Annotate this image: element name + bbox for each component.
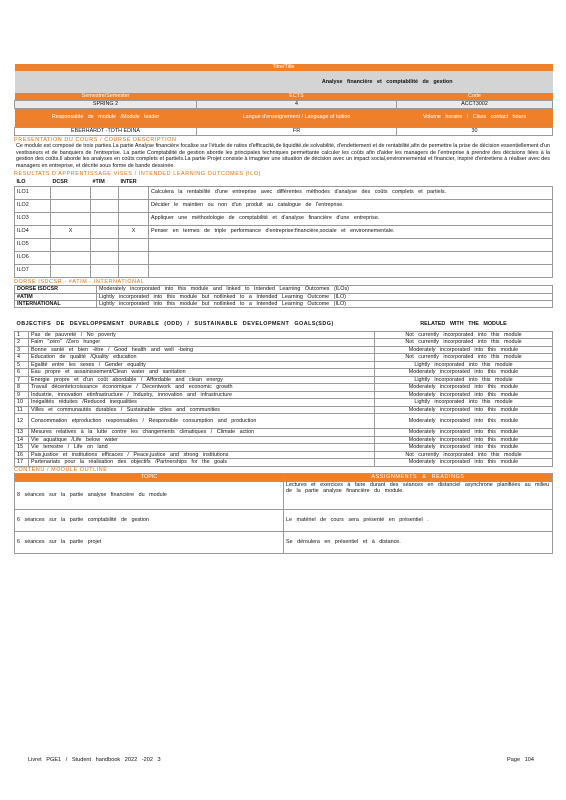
hours-label: Volume horaire / Class contact hours — [397, 108, 553, 127]
sdg-num: 8 — [15, 384, 29, 392]
sdg-text: Vie terrestre / Life on land — [29, 444, 375, 452]
sdg-text: Faim "zéro" /Zero hunger — [29, 339, 375, 347]
module-header-table — [14, 64, 553, 136]
outline-assignment: Le matériel de cours sera présenté en présentiel . — [284, 509, 553, 531]
sdg-status: Moderately incorporated into this module — [375, 346, 553, 354]
ilo-id: ILO3 — [15, 212, 51, 225]
course-title: Analyse financière et comptabilité de gestion — [321, 78, 453, 85]
ilo-tim — [91, 264, 119, 277]
sdg-text: Egalité entre les sexes / Gender equality — [29, 361, 375, 369]
sdg-num: 10 — [15, 399, 29, 407]
ilo-text: Calculera la rentabilité d'une entreprise avec différentes méthodes d'analyse des coûts complets et partiels. — [149, 186, 553, 199]
sdg-num: 1 — [15, 331, 29, 339]
sdg-num: 7 — [15, 376, 29, 384]
sdg-num: 12 — [15, 414, 29, 429]
ilo-id: ILO7 — [15, 264, 51, 277]
ilo-inter: X — [119, 225, 149, 238]
sdg-status: Moderately incorporated into this module — [375, 429, 553, 437]
sdg-status: Not currently incorporated into this module — [375, 451, 553, 459]
sdg-text: Education de qualité /Quality education — [29, 354, 375, 362]
dorse-text: Lightly incorporated into this module but notlinked to a Intended Learning Outcome (ILO) — [97, 293, 553, 300]
sdg-text: Pas de pauvreté / No poverty — [29, 331, 375, 339]
ects-value: 4 — [197, 100, 397, 108]
outline-assignment: Lectures et exercices à faire durant des séances en distanciel asynchrone planifiées au milieu de la partie analyse financière du module. — [284, 481, 553, 509]
ilo-inter — [119, 186, 149, 199]
page-footer — [14, 757, 552, 763]
sdg-num: 2 — [15, 339, 29, 347]
sdg-status: Lightly incorporated into this module — [375, 399, 553, 407]
ilo-tim — [91, 199, 119, 212]
sdg-status: Moderately incorporated into this module — [375, 369, 553, 377]
language-label: Langue d'enseignement / Language of tuition — [197, 108, 397, 127]
ilo-inter — [119, 251, 149, 264]
semester-value: SPRING 2 — [15, 100, 197, 108]
sdg-status: Not currently incorporated into this module — [375, 354, 553, 362]
ilo-text — [149, 264, 553, 277]
ilo-table — [14, 178, 553, 278]
ilo-id: ILO5 — [15, 238, 51, 251]
ilo-dcsr — [51, 212, 91, 225]
dorse-label: #ATIM — [15, 293, 97, 300]
sdg-heading: OBJECTIFS DE DEVELOPPEMENT DURABLE (ODD) / SUSTAINABLE DEVELOPMENT GOALS(SDG) — [16, 320, 334, 327]
sdg-num: 15 — [15, 444, 29, 452]
ilo-id: ILO1 — [15, 186, 51, 199]
ilo-text — [149, 238, 553, 251]
sdg-status: Moderately incorporated into this module — [375, 406, 553, 414]
ilo-tim — [91, 238, 119, 251]
sdg-num: 9 — [15, 391, 29, 399]
title-label: Titre/Title — [15, 64, 553, 71]
outline-table — [14, 473, 553, 553]
sdg-status: Not currently incorporated into this module — [375, 331, 553, 339]
code-label: Code — [397, 93, 553, 100]
ilo-inter — [119, 199, 149, 212]
ilo-tim — [91, 251, 119, 264]
sdg-status: Moderately incorporated into this module — [375, 391, 553, 399]
footer-left: Livret PGE1 / Student handbook 2022 -202 3 — [28, 757, 161, 763]
sdg-text: Mesures relatives à la lutte contre les changements climatiques / Climate action — [29, 429, 375, 437]
sdg-num: 13 — [15, 429, 29, 437]
ilo-text: Appliquer une méthodologie de comptabilité et d'analyse financière d'une entreprise. — [149, 212, 553, 225]
assignments-label: ASSIGNMENTS & READINGS — [284, 474, 553, 481]
sdg-text: Paix,justice et institutions efficaces / Peace,justice and strong institutions — [29, 451, 375, 459]
ilo-id: ILO4 — [15, 225, 51, 238]
sdg-status: Moderately incorporated into this module — [375, 384, 553, 392]
outline-assignment: Se déroulera en présentiel et à distance. — [284, 531, 553, 553]
ilo-dcsr: X — [51, 225, 91, 238]
ilo-col-header: ILO — [16, 178, 26, 185]
ects-label: ECTS — [197, 93, 397, 100]
sdg-related-label: RELATED WITH THE MODULE — [420, 320, 507, 327]
sdg-text: Eau propre et assainissement/Clean water and sanitation — [29, 369, 375, 377]
outline-topic: 8 séances sur la partie analyse financière du module — [15, 481, 284, 509]
ilo-dcsr — [51, 199, 91, 212]
dorse-label: INTERNATIONAL — [15, 300, 97, 307]
dorse-table — [14, 285, 553, 308]
sdg-num: 3 — [15, 346, 29, 354]
inter-col-header: INTER — [120, 178, 137, 185]
ilo-dcsr — [51, 186, 91, 199]
presentation-heading: PRESENTATION DU COURS / COURSE DESCRIPTION — [14, 136, 177, 143]
sdg-num: 5 — [15, 361, 29, 369]
sdg-num: 6 — [15, 369, 29, 377]
sdg-status: Lightly incorporated into this module — [375, 376, 553, 384]
ilo-text — [149, 251, 553, 264]
sdg-status: Lightly incorporated into this module — [375, 361, 553, 369]
ilo-tim — [91, 225, 119, 238]
tim-col-header: #TIM — [92, 178, 105, 185]
leader-label: Responsable de module /Module leader — [15, 108, 197, 127]
ilo-tim — [91, 212, 119, 225]
ilo-inter — [119, 238, 149, 251]
sdg-text: Industrie, innovation etinfrastructure / Industry, innovation and infrastructure — [29, 391, 375, 399]
code-value: ACCT3002 — [397, 100, 553, 108]
ilo-id: ILO6 — [15, 251, 51, 264]
sdg-text: Energie propre et d'un coût abordable / Affordable and clean energy — [29, 376, 375, 384]
dorse-label: DORSE ISDCSR — [15, 286, 97, 293]
sdg-status: Moderately incorporated into this module — [375, 459, 553, 467]
sdg-num: 14 — [15, 436, 29, 444]
sdg-num: 17 — [15, 459, 29, 467]
ilo-inter — [119, 264, 149, 277]
sdg-num: 16 — [15, 451, 29, 459]
ilo-dcsr — [51, 264, 91, 277]
hours-value: 30 — [397, 127, 553, 135]
sdg-status: Not currently incorporated into this module — [375, 339, 553, 347]
page-number: Page 104 — [507, 757, 534, 763]
ilo-tim — [91, 186, 119, 199]
sdg-text: Vie aquatique /Life below water — [29, 436, 375, 444]
sdg-num: 4 — [15, 354, 29, 362]
leader-value: EBERHARDT -TOTH EDINA — [15, 127, 197, 135]
dorse-heading: DORSE ISDCSR - #ATIM - INTERNATIONAL — [14, 278, 145, 285]
dcsr-col-header: DCSR — [52, 178, 68, 185]
sdg-text: Bonne santé et bien -être / Good health and well -being — [29, 346, 375, 354]
sdg-text: Partenariats pour la réalisation des objectifs /Partnerships for the goals — [29, 459, 375, 467]
presentation-text: Ce module est composé de trois parties.La partie Analyse financière focalise sur l'étude de ratios d'efficacité,de liquidité,de solvabilité, d'endettement et de rentabilité,afin de permettre la prise de décision essentiellement d'un vestisseurs et de banquiers de l'entreprise. La partie Comptabilité de gestion aborde les principales techniques permettante calculer les coûts afin d'aider les managers de l'entreprise à prendre des décisions liées à la gestion des coûts.Il aborde les analyses en coûts complets et partiels.La partie Projet consiste à imaginer une situation de décision avec un impact social,environnemental et financier, inspiré d'entretiens à réaliser avec des managers en entreprise, et décrite sous forme de bande dessinée. — [16, 143, 550, 169]
sdg-text: Villes et communautés durables / Sustainable cities and communities — [29, 406, 375, 414]
sdg-status: Moderately incorporated into this module — [375, 436, 553, 444]
ilo-text: Penser en termes de triple performance d'entreprise:financière,sociale et environnementale. — [149, 225, 553, 238]
sdg-status: Moderately incorporated into this module — [375, 414, 553, 429]
sdg-table — [14, 317, 553, 467]
sdg-text: Travail décentetcroissance économique / Decentwork and economic growth — [29, 384, 375, 392]
contenu-heading: CONTENU / MODULE OUTLINE — [14, 466, 108, 473]
ilo-dcsr — [51, 238, 91, 251]
dorse-text: Moderately incorporated into this module and linked to Intended Learning Outcomes (ILOs) — [97, 286, 553, 293]
ilo-heading: RESULTATS D'APPRENTISSAGE VISES / INTENDED LEARNING OUTCOMES (ILO) — [14, 171, 262, 178]
sdg-status: Moderately incorporated into this module — [375, 444, 553, 452]
semester-label: Semestre/Semester — [15, 93, 197, 100]
ilo-dcsr — [51, 251, 91, 264]
module-sheet — [14, 64, 552, 554]
ilo-inter — [119, 212, 149, 225]
ilo-text: Décider le maintien ou non d'un produit au catalogue de l'entreprise. — [149, 199, 553, 212]
sdg-num: 11 — [15, 406, 29, 414]
topic-label: TOPIC — [15, 474, 284, 481]
sdg-text: Inégalités réduites /Reduced inequalities — [29, 399, 375, 407]
language-value: FR — [197, 127, 397, 135]
outline-topic: 6 séances sur la partie projet — [15, 531, 284, 553]
ilo-id: ILO2 — [15, 199, 51, 212]
outline-topic: 6 séances sur la partie comptabilité de gestion — [15, 509, 284, 531]
sdg-text: Consommation etproduction responsables / Responsible consumption and production — [29, 414, 375, 429]
dorse-text: Lightly incorporated into this module but notlinked to a Intended Learning Outcome (ILO) — [97, 300, 553, 307]
